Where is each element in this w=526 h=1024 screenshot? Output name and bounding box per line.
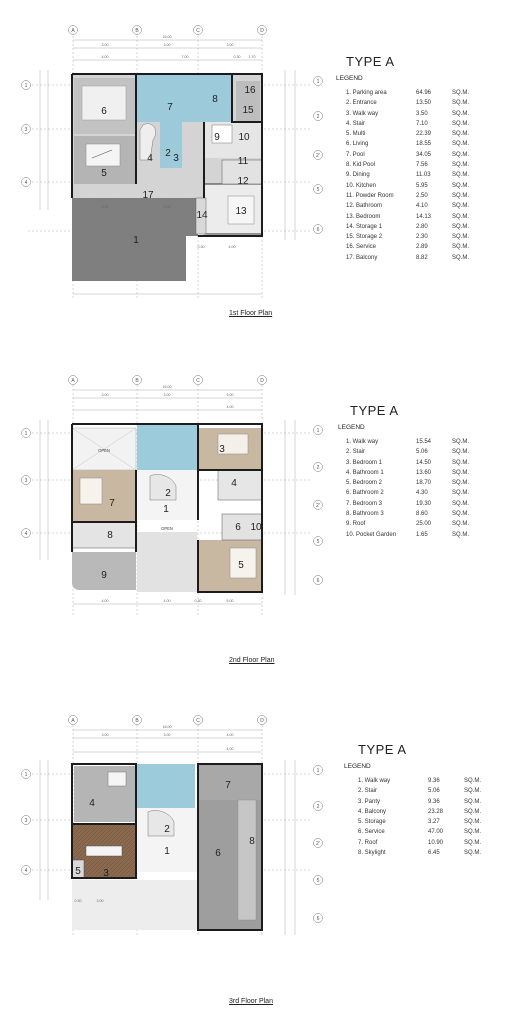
axis-label-a: A xyxy=(71,28,75,34)
room-number: 5 xyxy=(101,168,107,179)
legend-unit: SQ.M. xyxy=(452,449,470,456)
axis-label-r2p: 2' xyxy=(316,841,320,847)
axis-label-c: C xyxy=(196,718,200,724)
room-number: 8 xyxy=(107,530,113,541)
legend-unit: SQ.M. xyxy=(464,788,482,795)
legend-unit: SQ.M. xyxy=(452,531,470,538)
dim-label: 3.00 xyxy=(163,393,171,397)
room-number: 17 xyxy=(142,190,154,201)
legend-row xyxy=(346,139,482,149)
legend-name: 1. Walk way xyxy=(358,778,391,784)
legend-row xyxy=(358,786,494,796)
legend-row xyxy=(358,807,494,817)
legend-area: 10.90 xyxy=(428,839,444,846)
legend-unit: SQ.M. xyxy=(452,511,470,518)
dim-label: 0.30 xyxy=(197,245,205,249)
legend-area: 2.30 xyxy=(416,234,428,241)
legend-name: 9. Roof xyxy=(346,521,366,528)
room-number: 7 xyxy=(109,498,115,509)
room-number: 8 xyxy=(212,94,218,105)
legend-unit: SQ.M. xyxy=(452,90,470,96)
dim-label: 4.00 xyxy=(101,205,109,209)
room-number: 14 xyxy=(196,210,208,221)
room-number: 7 xyxy=(225,780,231,791)
legend-row xyxy=(358,797,494,807)
legend-area: 25.00 xyxy=(416,521,432,528)
legend-unit: SQ.M. xyxy=(452,192,470,199)
legend-name: 1. Parking area xyxy=(346,90,387,96)
legend-row xyxy=(346,253,482,263)
legend-name: 2. Entrance xyxy=(346,100,377,107)
axis-label-r2: 2 xyxy=(316,804,320,810)
dim-label: 4.00 xyxy=(226,747,234,751)
legend-row xyxy=(346,478,482,488)
legend-unit: SQ.M. xyxy=(452,182,470,189)
pool-below xyxy=(137,764,195,808)
legend-name: 10. Kitchen xyxy=(346,182,377,189)
legend-area: 13.60 xyxy=(416,469,432,476)
legend-unit: SQ.M. xyxy=(452,459,470,466)
dim-label: 4.00 xyxy=(101,599,109,603)
legend-unit: SQ.M. xyxy=(452,244,470,251)
legend-area: 3.27 xyxy=(428,819,440,826)
dim-label: 16.00 xyxy=(162,725,172,729)
type-title: TYPE A xyxy=(358,742,407,757)
legend-row xyxy=(346,212,482,222)
legend-area: 18.70 xyxy=(416,480,432,487)
axis-label-r5: 5 xyxy=(316,539,320,545)
legend-title: LEGEND xyxy=(344,763,371,770)
legend-row xyxy=(346,519,482,529)
legend-unit: SQ.M. xyxy=(464,819,482,826)
dim-label: 3.00 xyxy=(96,899,104,903)
room-number: 4 xyxy=(231,478,237,489)
legend-area: 14.13 xyxy=(416,213,432,220)
legend-area: 18.55 xyxy=(416,141,432,148)
dim-label: 3.00 xyxy=(101,43,109,47)
legend-area: 22.39 xyxy=(416,131,432,138)
legend-name: 6. Living xyxy=(346,141,369,148)
legend-title: LEGEND xyxy=(338,424,365,431)
axis-label-r2p: 2' xyxy=(316,503,320,509)
dim-label: 4.00 xyxy=(163,599,171,603)
dim-label: 3.00 xyxy=(163,733,171,737)
legend-name: 9. Dining xyxy=(346,172,370,179)
legend-area: 9.36 xyxy=(428,798,440,805)
axis-label-3: 3 xyxy=(24,818,28,824)
legend-table xyxy=(346,88,482,263)
axis-label-c: C xyxy=(196,378,200,384)
legend-unit: SQ.M. xyxy=(452,120,470,127)
room-number: 2 xyxy=(164,824,170,835)
dim-label: 4.00 xyxy=(228,245,236,249)
legend-row xyxy=(346,488,482,498)
axis-label-1: 1 xyxy=(24,772,28,778)
dim-label: 3.00 xyxy=(101,393,109,397)
dim-label: 16.00 xyxy=(162,35,172,39)
legend-area: 2.50 xyxy=(416,192,428,199)
legend-area: 5.95 xyxy=(416,182,428,189)
room-number: 6 xyxy=(101,106,107,117)
legend-row xyxy=(346,88,482,98)
legend-area: 4.30 xyxy=(416,490,428,497)
axis-label-d: D xyxy=(260,718,264,724)
axis-label-r5: 5 xyxy=(316,878,320,884)
legend-name: 7. Pool xyxy=(346,151,365,158)
roof-below xyxy=(72,880,198,930)
room-number: 9 xyxy=(214,132,220,143)
legend-area: 11.03 xyxy=(416,172,431,179)
legend-area: 1.65 xyxy=(416,531,428,538)
legend-unit: SQ.M. xyxy=(464,829,482,836)
legend-area: 7.56 xyxy=(416,162,428,169)
dim-label: 0.30 xyxy=(233,55,241,59)
room-skylight xyxy=(238,800,256,920)
axis-label-1: 1 xyxy=(24,83,28,89)
dim-label: 3.00 xyxy=(226,43,234,47)
legend-panel-floor-1 xyxy=(336,54,482,263)
room-number: 2 xyxy=(165,148,171,159)
legend-name: 11. Powder Room xyxy=(346,192,394,199)
room-bathroom-1 xyxy=(218,470,262,500)
legend-row xyxy=(346,201,482,211)
legend-name: 15. Storage 2 xyxy=(346,234,383,241)
legend-unit: SQ.M. xyxy=(452,439,470,445)
legend-area: 8.60 xyxy=(416,511,428,518)
dim-label: 4.00 xyxy=(163,205,171,209)
legend-name: 4. Bathroom 1 xyxy=(346,469,384,476)
open-label: OPEN xyxy=(161,526,173,531)
dim-label: 1.70 xyxy=(248,55,256,59)
room-number: 2 xyxy=(165,488,171,499)
floor-3-plan xyxy=(22,716,323,936)
legend-panel-floor-2 xyxy=(338,403,482,540)
room-number: 15 xyxy=(242,105,254,116)
room-number: 4 xyxy=(89,798,95,809)
dim-label: 0.30 xyxy=(194,599,202,603)
legend-name: 7. Bedroom 3 xyxy=(346,500,383,507)
legend-table xyxy=(346,437,482,540)
open-label: OPEN xyxy=(98,448,110,453)
legend-unit: SQ.M. xyxy=(452,100,470,107)
axis-label-4: 4 xyxy=(24,531,28,537)
legend-row xyxy=(346,170,482,180)
legend-row xyxy=(346,109,482,119)
legend-name: 4. Balcony xyxy=(358,808,387,815)
floor-caption: 1st Floor Plan xyxy=(229,310,273,317)
dim-label: 16.00 xyxy=(162,385,172,389)
legend-name: 6. Service xyxy=(358,829,385,836)
room-number: 3 xyxy=(103,868,109,879)
legend-area: 15.54 xyxy=(416,439,432,445)
legend-area: 5.06 xyxy=(416,449,428,456)
legend-name: 17. Balcony xyxy=(346,254,378,261)
room-number: 10 xyxy=(250,522,262,533)
legend-area: 14.50 xyxy=(416,459,432,466)
legend-area: 3.50 xyxy=(416,110,428,117)
legend-name: 3. Walk way xyxy=(346,110,379,117)
axis-label-r2: 2 xyxy=(316,465,320,471)
room-number: 6 xyxy=(235,522,241,533)
room-number: 1 xyxy=(164,846,170,857)
room-number: 10 xyxy=(238,132,250,143)
room-number: 3 xyxy=(219,444,225,455)
dim-label: 4.00 xyxy=(101,55,109,59)
legend-name: 5. Bedroom 2 xyxy=(346,480,383,487)
axis-label-1: 1 xyxy=(24,431,28,437)
legend-unit: SQ.M. xyxy=(452,490,470,497)
legend-name: 4. Stair xyxy=(346,120,366,127)
room-number: 13 xyxy=(235,206,247,217)
legend-unit: SQ.M. xyxy=(452,110,470,117)
room-number: 5 xyxy=(238,560,244,571)
axis-label-b: B xyxy=(135,378,139,384)
legend-unit: SQ.M. xyxy=(452,131,470,138)
legend-unit: SQ.M. xyxy=(464,778,482,784)
legend-row xyxy=(346,458,482,468)
legend-row xyxy=(358,817,494,827)
legend-area: 6.45 xyxy=(428,850,440,857)
legend-row xyxy=(346,119,482,129)
floor-2-plan xyxy=(22,376,323,616)
legend-unit: SQ.M. xyxy=(452,151,470,158)
legend-row xyxy=(346,222,482,232)
legend-unit: SQ.M. xyxy=(452,141,470,148)
legend-unit: SQ.M. xyxy=(464,798,482,805)
legend-area: 47.00 xyxy=(428,829,444,836)
room-number: 1 xyxy=(133,235,139,246)
legend-row xyxy=(346,191,482,201)
axis-label-b: B xyxy=(135,28,139,34)
type-title: TYPE A xyxy=(346,54,395,69)
legend-area: 34.05 xyxy=(416,151,432,158)
legend-unit: SQ.M. xyxy=(452,469,470,476)
legend-area: 7.10 xyxy=(416,120,428,127)
room-number: 5 xyxy=(75,866,81,877)
legend-name: 14. Storage 1 xyxy=(346,223,383,230)
legend-unit: SQ.M. xyxy=(452,162,470,169)
legend-area: 23.28 xyxy=(428,808,444,815)
axis-label-r1: 1 xyxy=(316,79,320,85)
legend-name: 8. Bathroom 3 xyxy=(346,511,384,518)
room-number: 12 xyxy=(237,176,249,187)
legend-area: 64.96 xyxy=(416,90,432,96)
axis-label-3: 3 xyxy=(24,478,28,484)
axis-label-a: A xyxy=(71,378,75,384)
legend-name: 2. Stair xyxy=(358,788,378,795)
dim-label: 5.00 xyxy=(226,599,234,603)
legend-area: 2.80 xyxy=(416,223,428,230)
dim-label: 0.30 xyxy=(74,899,82,903)
axis-label-r5: 5 xyxy=(316,187,320,193)
legend-unit: SQ.M. xyxy=(452,500,470,507)
dim-label: 3.00 xyxy=(101,733,109,737)
axis-label-3: 3 xyxy=(24,127,28,133)
legend-row xyxy=(358,838,494,848)
room-number: 7 xyxy=(167,102,173,113)
type-title: TYPE A xyxy=(350,403,399,418)
dim-label: 7.00 xyxy=(181,55,189,59)
legend-title: LEGEND xyxy=(336,75,363,82)
legend-row xyxy=(346,150,482,160)
legend-unit: SQ.M. xyxy=(464,839,482,846)
legend-area: 8.82 xyxy=(416,254,428,261)
room-number: 8 xyxy=(249,836,255,847)
legend-row xyxy=(346,437,482,447)
axis-label-r6: 6 xyxy=(316,227,320,233)
legend-unit: SQ.M. xyxy=(452,234,470,241)
legend-unit: SQ.M. xyxy=(464,850,482,857)
legend-row xyxy=(346,499,482,509)
dim-label: 5.00 xyxy=(226,393,234,397)
legend-name: 8. Skylight xyxy=(358,850,386,857)
axis-label-r6: 6 xyxy=(316,578,320,584)
legend-unit: SQ.M. xyxy=(452,480,470,487)
legend-row xyxy=(346,232,482,242)
legend-name: 6. Bathroom 2 xyxy=(346,490,384,497)
pool-below xyxy=(137,424,197,470)
axis-label-a: A xyxy=(71,718,75,724)
room-number: 16 xyxy=(244,85,256,96)
floor-caption: 3rd Floor Plan xyxy=(229,998,273,1005)
legend-name: 3. Panty xyxy=(358,798,381,805)
room-number: 3 xyxy=(173,153,179,164)
axis-label-r1: 1 xyxy=(316,428,320,434)
room-bathroom-3 xyxy=(72,522,136,548)
legend-row xyxy=(346,447,482,457)
axis-label-r2: 2 xyxy=(316,114,320,120)
legend-area: 9.36 xyxy=(428,778,440,784)
dim-label: 4.00 xyxy=(226,733,234,737)
legend-row xyxy=(346,242,482,252)
legend-row xyxy=(358,848,494,858)
axis-label-4: 4 xyxy=(24,180,28,186)
legend-name: 1. Walk way xyxy=(346,439,379,445)
legend-area: 4.10 xyxy=(416,203,428,210)
legend-table xyxy=(358,776,494,858)
legend-row xyxy=(358,827,494,837)
legend-row xyxy=(346,468,482,478)
axis-label-4: 4 xyxy=(24,868,28,874)
legend-name: 10. Pocket Garden xyxy=(346,531,397,538)
legend-row xyxy=(346,98,482,108)
legend-name: 5. Multi xyxy=(346,131,366,138)
legend-name: 8. Kid Pool xyxy=(346,162,376,169)
floor-1-plan xyxy=(22,26,323,301)
legend-name: 2. Stair xyxy=(346,449,366,456)
legend-name: 7. Roof xyxy=(358,839,378,846)
room-number: 4 xyxy=(147,153,153,164)
legend-area: 19.30 xyxy=(416,500,432,507)
room-number: 11 xyxy=(237,156,249,167)
legend-row xyxy=(346,181,482,191)
legend-unit: SQ.M. xyxy=(464,808,482,815)
axis-label-r1: 1 xyxy=(316,768,320,774)
legend-panel-floor-3 xyxy=(344,742,494,858)
axis-label-b: B xyxy=(135,718,139,724)
dim-label: 3.00 xyxy=(163,43,171,47)
room-number: 6 xyxy=(215,848,221,859)
axis-label-c: C xyxy=(196,28,200,34)
legend-unit: SQ.M. xyxy=(452,213,470,220)
axis-label-r2p: 2' xyxy=(316,153,320,159)
axis-label-r6: 6 xyxy=(316,916,320,922)
open-below xyxy=(137,532,197,592)
legend-name: 3. Bedroom 1 xyxy=(346,459,383,466)
legend-unit: SQ.M. xyxy=(452,203,470,210)
legend-unit: SQ.M. xyxy=(452,521,470,528)
legend-area: 2.89 xyxy=(416,244,428,251)
axis-label-d: D xyxy=(260,378,264,384)
axis-label-d: D xyxy=(260,28,264,34)
floor-caption: 2nd Floor Plan xyxy=(229,657,275,664)
legend-row xyxy=(346,509,482,519)
dim-label: 4.00 xyxy=(226,405,234,409)
legend-unit: SQ.M. xyxy=(452,223,470,230)
legend-unit: SQ.M. xyxy=(452,254,470,261)
legend-unit: SQ.M. xyxy=(452,172,470,179)
room-number: 9 xyxy=(101,570,107,581)
room-number: 1 xyxy=(163,504,169,515)
legend-area: 13.50 xyxy=(416,100,432,107)
legend-row xyxy=(358,776,494,786)
legend-row xyxy=(346,160,482,170)
legend-name: 16. Service xyxy=(346,244,377,251)
legend-area: 5.06 xyxy=(428,788,440,795)
legend-name: 12. Bathroom xyxy=(346,203,383,210)
legend-row xyxy=(346,129,482,139)
legend-name: 13. Bedroom xyxy=(346,213,381,220)
legend-name: 5. Storage xyxy=(358,819,386,826)
legend-row xyxy=(346,530,482,540)
